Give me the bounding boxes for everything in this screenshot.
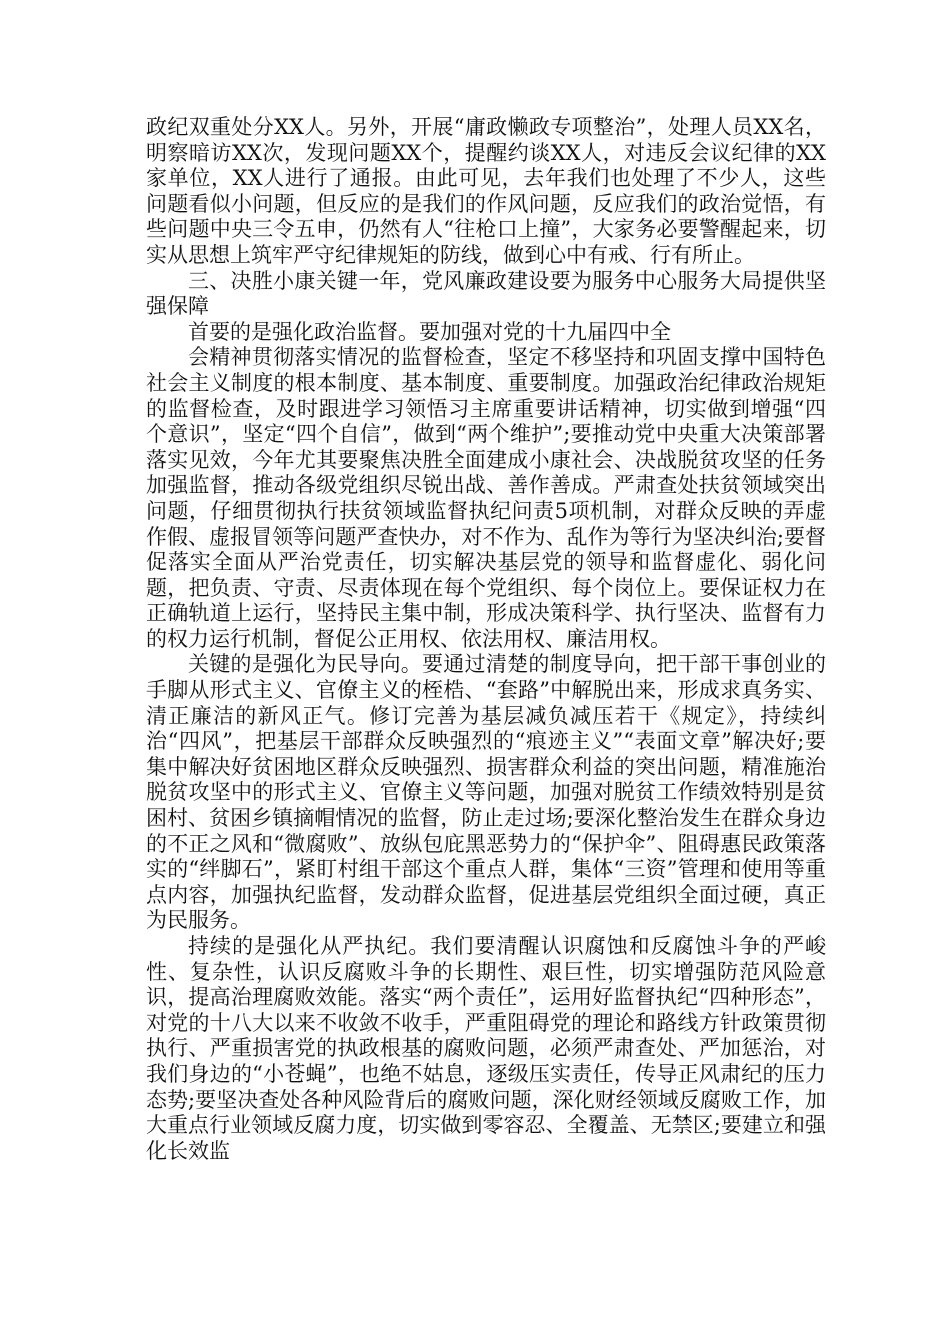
- section-heading: 三、决胜小康关键一年，党风廉政建设要为服务中心服务大局提供坚强保障: [146, 268, 826, 319]
- paragraph-strict-discipline: 持续的是强化从严执纪。我们要清醒认识腐蚀和反腐蚀斗争的严峻性、复杂性，认识反腐败斗争的长期性、艰巨性，切实增强防范风险意识，提高治理腐败效能。落实“两个责任”，运用好监督执纪“四种形态”，对党的十八大以来不收敛不收手，严重阻碍党的理论和路线方针政策贯彻执行、严重损害党的执政根基的腐败问题，必须严肃查处、严加惩治，对我们身边的“小苍蝇”，也绝不姑息，逐级压实责任，传导正风肃纪的压力态势;要坚决查处各种风险背后的腐败问题，深化财经领域反腐败工作，加大重点行业领域反腐力度，切实做到零容忍、全覆盖、无禁区;要建立和强化长效监: [146, 934, 826, 1163]
- paragraph-people-oriented: 关键的是强化为民导向。要通过清楚的制度导向，把干部干事创业的手脚从形式主义、官僚主义的桎梏、“套路”中解脱出来，形成求真务实、清正廉洁的新风正气。修订完善为基层减负减压若干《规定》，持续纠治“四风”，把基层干部群众反映强烈的“痕迹主义”“表面文章”解决好;要集中解决好贫困地区群众反映强烈、损害群众利益的突出问题，精准施治脱贫攻坚中的形式主义、官僚主义等问题，加强对脱贫工作绩效特别是贫困村、贫困乡镇摘帽情况的监督，防止走过场;要深化整治发生在群众身边的不正之风和“微腐败”、放纵包庇黑恶势力的“保护伞”、阻碍惠民政策落实的“绊脚石”，紧盯村组干部这个重点人群，集体“三资”管理和使用等重点内容，加强执纪监督，发动群众监督，促进基层党组织全面过硬，真正为民服务。: [146, 652, 826, 933]
- paragraph-continuation: 政纪双重处分XX人。另外，开展“庸政懒政专项整治”，处理人员XX名，明察暗访XX次，发现问题XX个，提醒约谈XX人，对违反会议纪律的XX家单位，XX人进行了通报。由此可见，去年我们也处理了不少人，这些问题看似小问题，但反应的是我们的作风问题，反应我们的政治觉悟，有些问题中央三令五申，仍然有人“往枪口上撞”，大家务必要警醒起来，切实从思想上筑牢严守纪律规矩的防线，做到心中有戒、行有所止。: [146, 115, 826, 267]
- paragraph-political-supervision: 首要的是强化政治监督。要加强对党的十九届四中全: [188, 319, 671, 344]
- document-page: [146, 115, 826, 1164]
- paragraph-political-supervision-continued: 会精神贯彻落实情况的监督检查，坚定不移坚持和巩固支撑中国特色社会主义制度的根本制度、基本制度、重要制度。加强政治纪律政治规矩的监督检查，及时跟进学习领悟习主席重要讲话精神，切实做到增强“四个意识”，坚定“四个自信”，做到“两个维护”;要推动党中央重大决策部署落实见效，今年尤其要聚焦决胜全面建成小康社会、决战脱贫攻坚的任务加强监督，推动各级党组织尽锐出战、善作善成。严肃查处扶贫领域突出问题，仔细贯彻执行扶贫领域监督执纪问责5项机制，对群众反映的弄虚作假、虚报冒领等问题严查快办，对不作为、乱作为等行为坚决纠治;要督促落实全面从严治党责任，切实解决基层党的领导和监督虚化、弱化问题，把负责、守责、尽责体现在每个党组织、每个岗位上。要保证权力在正确轨道上运行，坚持民主集中制，形成决策科学、执行坚决、监督有力的权力运行机制，督促公正用权、依法用权、廉洁用权。: [146, 345, 826, 651]
